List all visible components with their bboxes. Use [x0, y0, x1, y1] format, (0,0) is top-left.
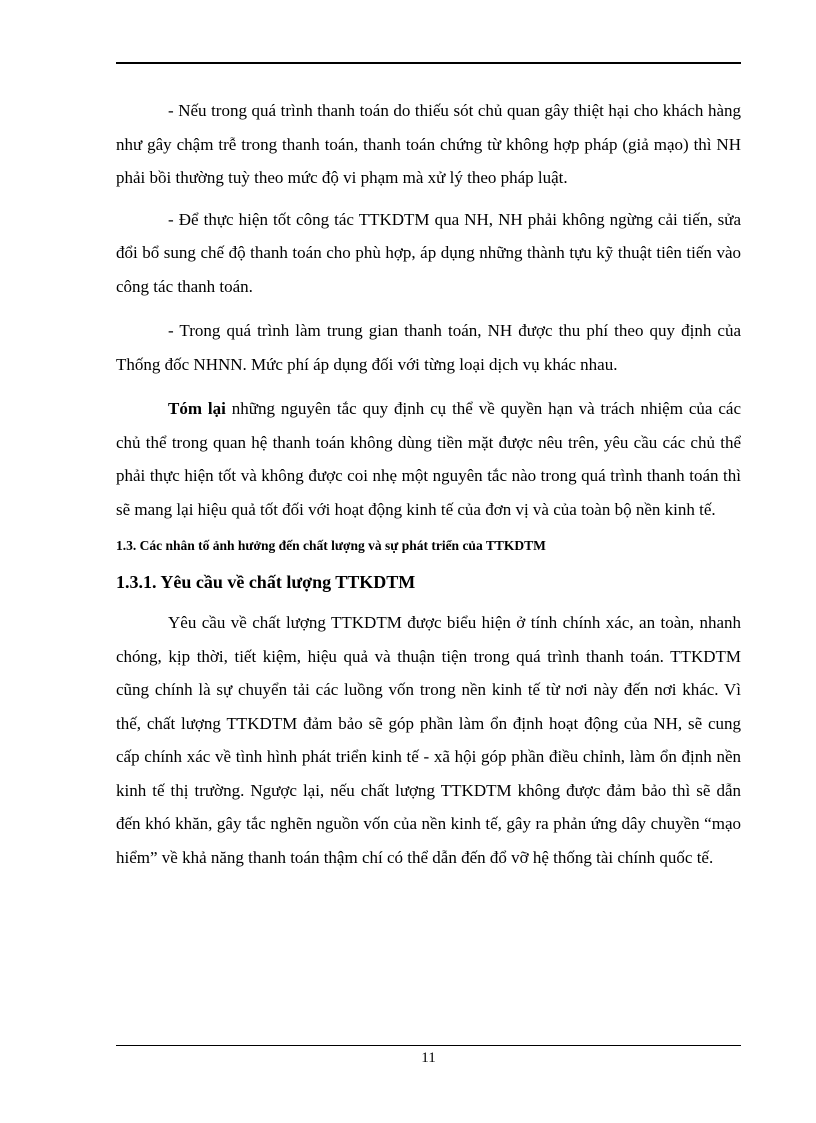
- page-body: [116, 94, 741, 874]
- paragraph-summary: [116, 392, 741, 526]
- footer-rule: [116, 1045, 741, 1046]
- header-rule: [116, 62, 741, 64]
- paragraph-compensation: - Nếu trong quá trình thanh toán do thiếu sót chủ quan gây thiệt hại cho khách hàng như gây chậm trễ trong thanh toán, thanh toán chứng từ không hợp pháp (giả mạo) thì NH phải bồi thường tuỳ theo mức độ vi phạm mà xử lý theo pháp luật.: [116, 101, 741, 187]
- subsection-heading: 1.3.1. Yêu cầu về chất lượng TTKDTM: [116, 572, 416, 592]
- summary-text: những nguyên tắc quy định cụ thể về quyền hạn và trách nhiệm của các chủ thể trong quan hệ thanh toán không dùng tiền mặt được nêu trên, yêu cầu các chủ thể phải thực hiện tốt và không được coi nhẹ một nguyên tắc nào trong quá trình thanh toán thì sẽ mang lại hiệu quả tốt đối với hoạt động kinh tế của đơn vị và của toàn bộ nền kinh tế.: [116, 399, 741, 519]
- page-number: 11: [421, 1050, 436, 1066]
- summary-lead: Tóm lại: [168, 399, 226, 418]
- paragraph-fees: - Trong quá trình làm trung gian thanh toán, NH được thu phí theo quy định của Thống đốc NHNN. Mức phí áp dụng đối với từng loại dịch vụ khác nhau.: [116, 321, 741, 374]
- paragraph-quality-requirements: Yêu cầu về chất lượng TTKDTM được biểu hiện ở tính chính xác, an toàn, nhanh chóng, kịp thời, tiết kiệm, hiệu quả và thuận tiện trong quá trình thanh toán. TTKDTM cũng chính là sự chuyển tải các luồng vốn trong nền kinh tế từ nơi này đến nơi khác. Vì thế, chất lượng TTKDTM đảm bảo sẽ góp phần làm ổn định hoạt động của NH, sẽ cung cấp chính xác về tình hình phát triển kinh tế - xã hội góp phần điều chỉnh, làm ổn định nền kinh tế thị trường. Ngược lại, nếu chất lượng TTKDTM không được đảm bảo thì sẽ dẫn đến khó khăn, gây tắc nghẽn nguồn vốn của nền kinh tế, gây ra phản ứng dây chuyền “mạo hiểm” về khả năng thanh toán thậm chí có thể dẫn đến đổ vỡ hệ thống tài chính quốc tế.: [116, 613, 741, 867]
- paragraph-improvement: - Để thực hiện tốt công tác TTKDTM qua NH, NH phải không ngừng cải tiến, sửa đổi bổ sung chế độ thanh toán cho phù hợp, áp dụng những thành tựu kỹ thuật tiên tiến vào công tác thanh toán.: [116, 209, 741, 296]
- section-heading: 1.3. Các nhân tố ảnh hưởng đến chất lượng và sự phát triển của TTKDTM: [116, 538, 546, 553]
